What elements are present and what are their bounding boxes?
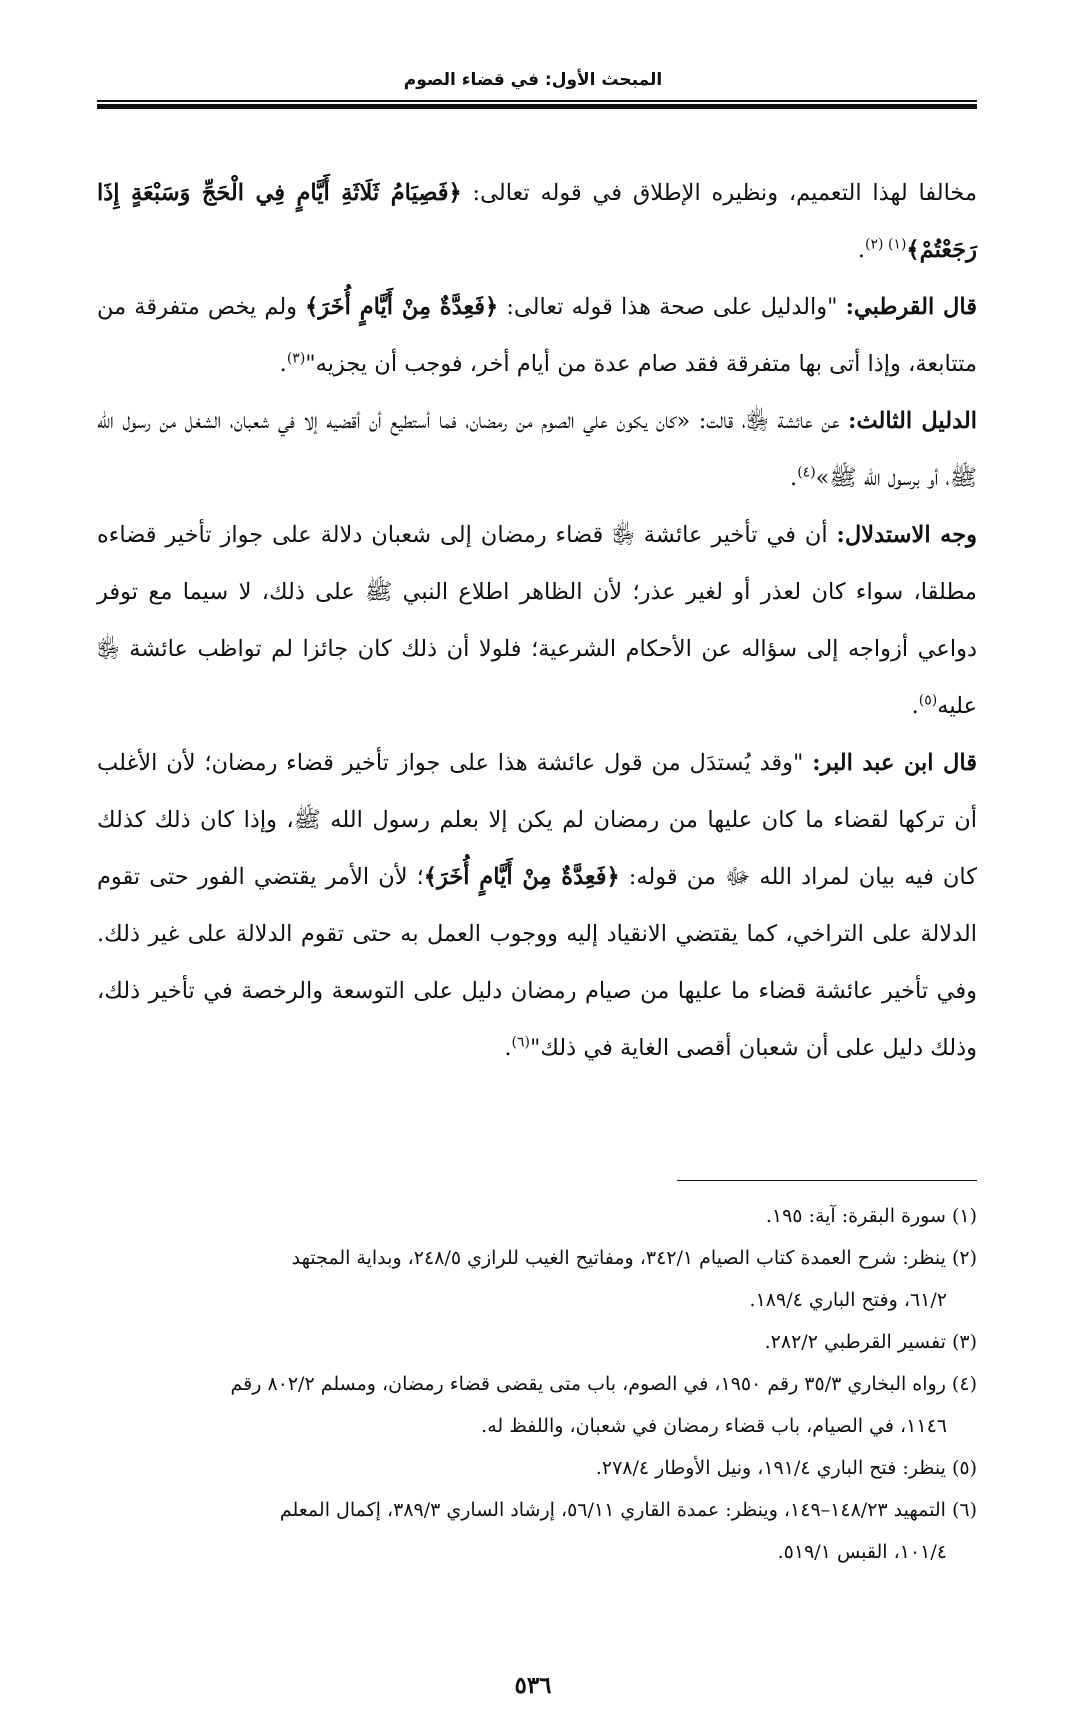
page-number: ٥٣٦: [514, 1672, 552, 1699]
footnote-text: ١٠١/٤، القبس ٥١٩/١.: [777, 1541, 947, 1563]
footnote-text: (٥) ينظر: فتح الباري ١٩١/٤، ونيل الأوطار ٢٧٨/٤.: [595, 1457, 977, 1479]
footnote-5: [97, 1447, 977, 1489]
footnote-1: [97, 1195, 977, 1237]
paragraph-text: "وقد يُستدَل من قول عائشة هذا على جواز تأخير قضاء رمضان؛ لأن الأغلب أن تركها لقضاء ما كان عليها من رمضان لم يكن إلا بعلم رسول الله ﷺ، وإذا كان ذلك كذلك كان فيه بيان لمراد الله ﷻ من قوله:: [97, 750, 977, 890]
paragraph-1: [97, 165, 977, 279]
paragraph-text: "والدليل على صحة هذا قوله تعالى:: [498, 294, 846, 320]
footnote-6-continuation: [97, 1531, 977, 1573]
footnotes: [97, 1195, 977, 1573]
footnote-ref[interactable]: (٤): [797, 464, 816, 481]
footnote-text: (٣) تفسير القرطبي ٢٨٢/٢.: [764, 1331, 977, 1353]
paragraph-text: ؛ لأن الأمر يقتضي الفور حتى تقوم الدلالة على التراخي، كما يقتضي الانقياد إليه ووجوب العمل به حتى تقوم الدلالة على غير ذلك. وفي تأخير عائشة قضاء ما عليها من صيام رمضان دليل على التوسعة والرخصة في تأخير ذلك، وذلك دليل على أن شعبان أقصى الغاية في ذلك": [97, 864, 977, 1061]
paragraph-text: أن في تأخير عائشة ﵂ قضاء رمضان إلى شعبان دلالة على جواز تأخير قضاءه مطلقا، سواء كان لعذر أو لغير عذر؛ لأن الظاهر اطلاع النبي ﷺ على ذلك، لا سيما مع توفر دواعي أزواجه إلى سؤاله عن الأحكام الشرعية؛ فلولا أن ذلك كان جائزا لم تواظب عائشة ﵂ عليه: [97, 522, 977, 719]
quran-verse: ﴿فَعِدَّةٌ مِنْ أَيَّامٍ أُخَرَ﴾: [423, 864, 620, 890]
quran-verse: ﴿فَعِدَّةٌ مِنْ أَيَّامٍ أُخَرَ﴾: [305, 294, 499, 320]
paragraph-end: .: [911, 693, 919, 719]
paragraph-text: مخالفا لهذا التعميم، ونظيره الإطلاق في قوله تعالى:: [461, 180, 978, 206]
footnote-text: (٤) رواه البخاري ٣٥/٣ رقم ١٩٥٠، في الصوم، باب متى يقضى قضاء رمضان، ومسلم ٨٠٢/٢ رقم: [230, 1373, 977, 1395]
main-text: [97, 165, 977, 1077]
paragraph-4: [97, 507, 977, 735]
footnote-3: [97, 1321, 977, 1363]
footnote-6: [97, 1489, 977, 1531]
footnote-4-continuation: [97, 1405, 977, 1447]
paragraph-text: عن عائشة ﵂، قالت: «كان يكون علي الصوم من رمضان، فما أستطيع أن أقضيه إلا في شعبان، الشغل من رسول الله ﷺ، أو برسول الله ﷺ»: [97, 408, 977, 491]
footnote-divider: [677, 1180, 977, 1181]
paragraph-end: .: [790, 465, 798, 491]
paragraph-2: [97, 279, 977, 393]
footnote-text: (١) سورة البقرة: آية: ١٩٥.: [765, 1205, 977, 1227]
footnote-ref[interactable]: (٦): [511, 1034, 530, 1051]
footnote-text: ١١٤٦، في الصيام، باب قضاء رمضان في شعبان، واللفظ له.: [481, 1415, 947, 1437]
section-label: قال القرطبي:: [845, 294, 978, 320]
footnote-ref[interactable]: (١) (٢): [865, 236, 907, 253]
footnote-text: (٢) ينظر: شرح العمدة كتاب الصيام ٣٤٢/١، ومفاتيح الغيب للرازي ٢٤٨/٥، وبداية المجتهد: [291, 1247, 977, 1269]
paragraph-3: [97, 393, 977, 507]
paragraph-end: .: [279, 351, 287, 377]
section-label: الدليل الثالث:: [848, 408, 977, 434]
paragraph-5: [97, 735, 977, 1077]
footnote-text: (٦) التمهيد ١٤٨/٢٣–١٤٩، وينظر: عمدة القاري ٥٦/١١، إرشاد الساري ٣٨٩/٣، إكمال المعلم: [279, 1499, 977, 1521]
paragraph-end: .: [504, 1035, 512, 1061]
quran-verse: ﴿فَصِيَامُ ثَلَاثَةِ أَيَّامٍ فِي الْحَجِّ وَسَبْعَةٍ إِذَا رَجَعْتُمْ﴾: [97, 180, 977, 263]
section-label: قال ابن عبد البر:: [812, 750, 977, 776]
paragraph-text: ولم يخص متفرقة من متتابعة، وإذا أتى بها متفرقة فقد صام عدة من أيام أخر، فوجب أن يجزيه": [97, 294, 977, 377]
footnote-ref[interactable]: (٣): [286, 350, 306, 367]
footnote-4: [97, 1363, 977, 1405]
paragraph-end: .: [857, 237, 866, 263]
footnote-2-continuation: [97, 1279, 977, 1321]
section-label: وجه الاستدلال:: [836, 522, 977, 548]
running-header: المبحث الأول: في قضاء الصوم: [403, 70, 663, 90]
footnote-text: ٦١/٢، وفتح الباري ١٨٩/٤.: [749, 1289, 947, 1311]
footnote-2: [97, 1237, 977, 1279]
footnote-ref[interactable]: (٥): [918, 692, 938, 709]
header-divider: [97, 100, 977, 109]
